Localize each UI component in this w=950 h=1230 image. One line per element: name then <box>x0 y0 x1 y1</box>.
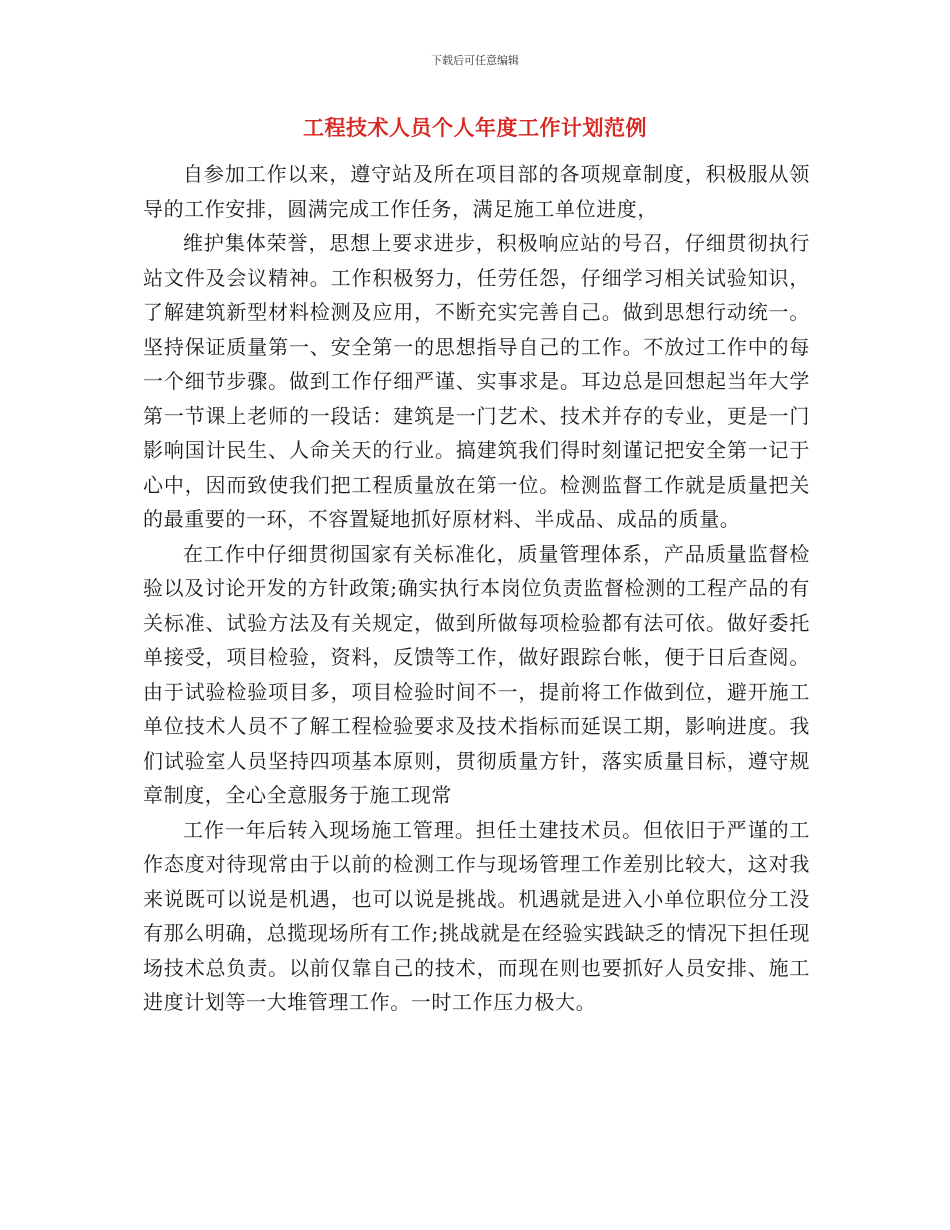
paragraph: 维护集体荣誉，思想上要求进步，积极响应站的号召，仔细贯彻执行站文件及会议精神。工作积极努力，任劳任怨，仔细学习相关试验知识，了解建筑新型材料检测及应用，不断充实完善自己。做到思想行动统一。坚持保证质量第一、安全第一的思想指导自己的工作。不放过工作中的每一个细节步骤。做到工作仔细严谨、实事求是。耳边总是回想起当年大学第一节课上老师的一段话：建筑是一门艺术、技术并存的专业，更是一门影响国计民生、人命关天的行业。搞建筑我们得时刻谨记把安全第一记于心中，因而致使我们把工程质量放在第一位。检测监督工作就是质量把关的最重要的一环，不容置疑地抓好原材料、半成品、成品的质量。 <box>143 231 810 531</box>
paragraph: 自参加工作以来，遵守站及所在项目部的各项规章制度，积极服从领导的工作安排，圆满完成工作任务，满足施工单位进度， <box>143 162 810 221</box>
header-note: 下载后可任意编辑 <box>431 54 519 67</box>
document-body <box>143 157 810 1020</box>
paragraph: 在工作中仔细贯彻国家有关标准化，质量管理体系，产品质量监督检验以及讨论开发的方针政策;确实执行本岗位负责监督检测的工程产品的有关标准、试验方法及有关规定，做到所做每项检验都有法可依。做好委托单接受，项目检验，资料，反馈等工作，做好跟踪台帐，便于日后查阅。由于试验检验项目多，项目检验时间不一，提前将工作做到位，避开施工单位技术人员不了解工程检验要求及技术指标而延误工期，影响进度。我们试验室人员坚持四项基本原则，贯彻质量方针，落实质量目标，遵守规章制度，全心全意服务于施工现常 <box>143 541 810 807</box>
document-title: 工程技术人员个人年度工作计划范例 <box>303 116 647 140</box>
paragraph: 工作一年后转入现场施工管理。担任土建技术员。但依旧于严谨的工作态度对待现常由于以前的检测工作与现场管理工作差别比较大，这对我来说既可以说是机遇，也可以说是挑战。机遇就是进入小单位职位分工没有那么明确，总揽现场所有工作;挑战就是在经验实践缺乏的情况下担任现场技术总负责。以前仅靠自己的技术，而现在则也要抓好人员安排、施工进度计划等一大堆管理工作。一时工作压力极大。 <box>143 817 810 1014</box>
